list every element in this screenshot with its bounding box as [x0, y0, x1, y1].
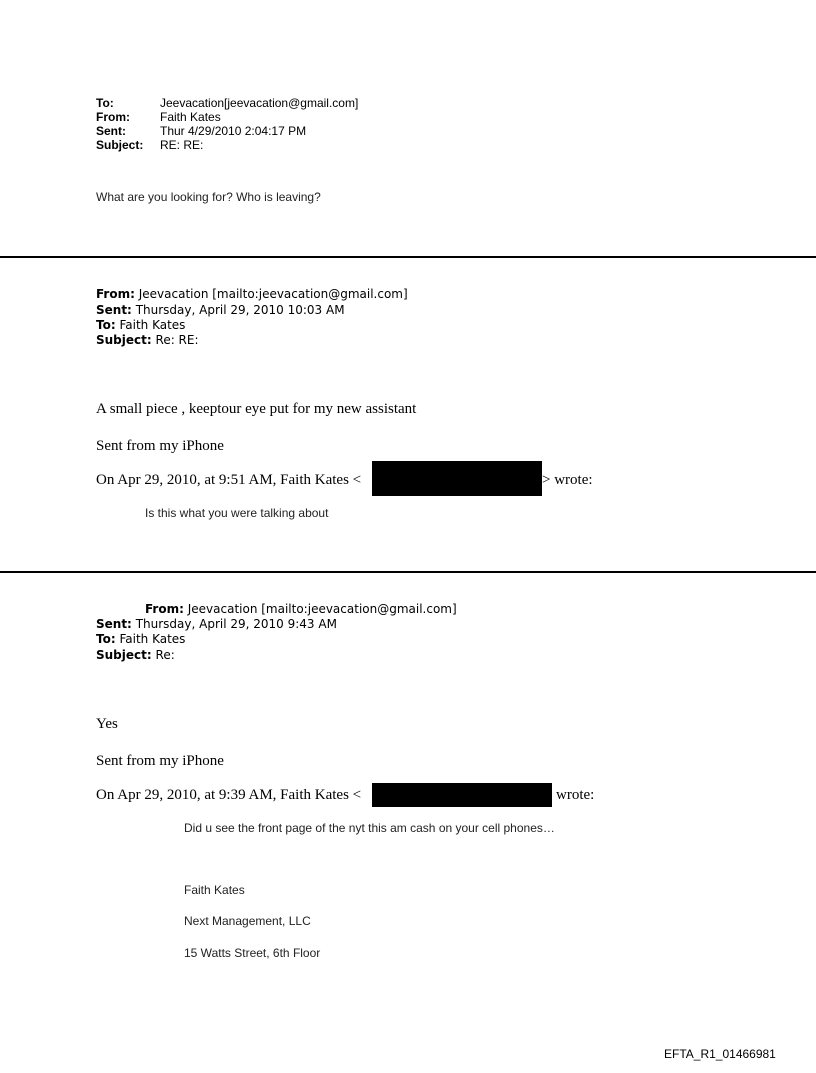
email2-subject-value: Re: RE: — [155, 333, 199, 347]
email3-from-value: Jeevacation [mailto:jeevacation@gmail.com] — [187, 602, 457, 616]
email2-to-label: To: — [96, 318, 116, 332]
email2-subject-label: Subject: — [96, 333, 152, 347]
email1-subject-value: RE: RE: — [160, 138, 204, 152]
email3-quote-prefix: On Apr 29, 2010, at 9:39 AM, Faith Kates < — [96, 787, 362, 803]
email2-quote-prefix: On Apr 29, 2010, at 9:51 AM, Faith Kates < — [96, 472, 362, 488]
email1-from-value: Faith Kates — [160, 110, 221, 124]
email1-sent-label: Sent: — [96, 124, 126, 138]
email3-subject-label: Subject: — [96, 648, 152, 662]
email3-to-line — [96, 632, 185, 646]
email3-subject-line — [96, 648, 175, 662]
email2-sent-value: Thursday, April 29, 2010 10:03 AM — [135, 303, 345, 317]
redaction-box — [372, 783, 552, 807]
email2-from-line — [96, 287, 408, 301]
email2-to-line — [96, 318, 185, 332]
email2-from-value: Jeevacation [mailto:jeevacation@gmail.com] — [138, 287, 408, 301]
email1-sent-value: Thur 4/29/2010 2:04:17 PM — [160, 124, 307, 138]
email2-sent-label: Sent: — [96, 303, 132, 317]
email2-from-label: From: — [96, 287, 135, 301]
email3-subject-value: Re: — [155, 648, 175, 662]
email3-sent-line — [96, 617, 337, 631]
email3-to-label: To: — [96, 632, 116, 646]
email2-quote-suffix: > wrote: — [542, 472, 593, 488]
email3-sig-name: Faith Kates — [184, 883, 245, 897]
email3-sent-label: Sent: — [96, 617, 132, 631]
email3-quoted-text: Did u see the front page of the nyt this am cash on your cell phones… — [184, 821, 555, 835]
email2-signature: Sent from my iPhone — [96, 438, 224, 454]
email2-sent-line — [96, 303, 345, 317]
email3-to-value: Faith Kates — [119, 632, 186, 646]
email3-from-line — [145, 602, 457, 616]
email3-body: Yes — [96, 716, 118, 732]
divider-1 — [0, 256, 816, 258]
divider-2 — [0, 571, 816, 573]
email2-to-value: Faith Kates — [119, 318, 186, 332]
email2-subject-line — [96, 333, 199, 347]
email1-to-value: Jeevacation[jeevacation@gmail.com] — [160, 96, 359, 110]
email2-quoted-text: Is this what you were talking about — [145, 506, 329, 520]
email3-signature: Sent from my iPhone — [96, 753, 224, 769]
redaction-box — [372, 461, 542, 496]
document-id: EFTA_R1_01466981 — [664, 1047, 776, 1061]
email1-subject-label: Subject: — [96, 138, 144, 152]
email3-from-label: From: — [145, 602, 184, 616]
email2-body: A small piece , keeptour eye put for my new assistant — [96, 401, 417, 417]
email1-from-label: From: — [96, 110, 130, 124]
email3-sig-address: 15 Watts Street, 6th Floor — [184, 946, 321, 960]
email3-sig-company: Next Management, LLC — [184, 914, 311, 928]
email1-body: What are you looking for? Who is leaving? — [96, 190, 321, 204]
email1-to-label: To: — [96, 96, 114, 110]
email3-quote-suffix: wrote: — [556, 787, 595, 803]
email3-sent-value: Thursday, April 29, 2010 9:43 AM — [135, 617, 337, 631]
